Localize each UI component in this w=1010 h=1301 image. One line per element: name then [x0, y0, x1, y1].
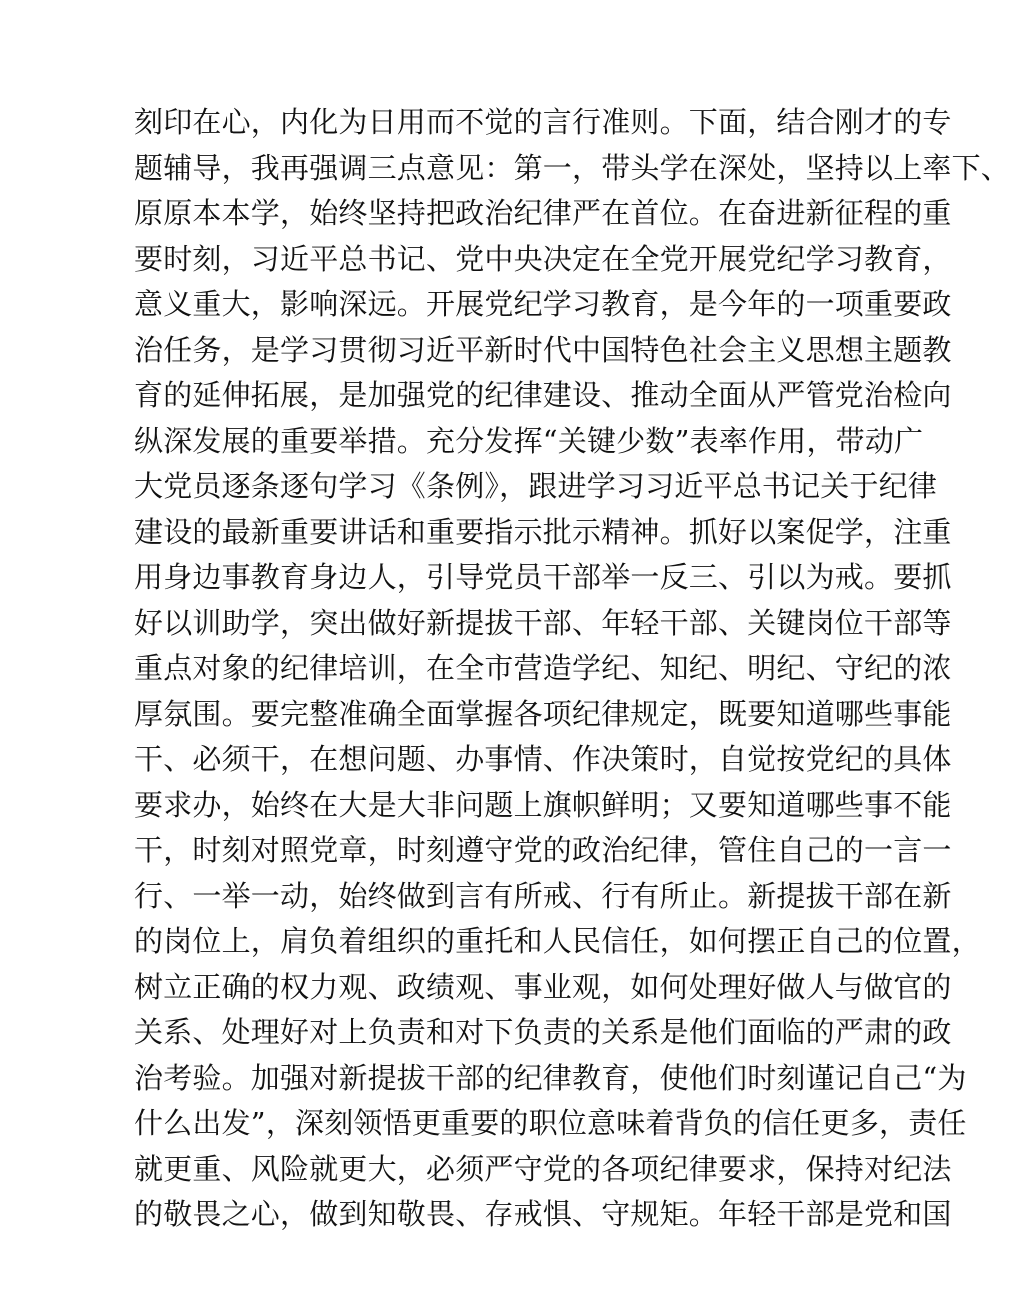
text-line: 干，时刻对照党章，时刻遵守党的政治纪律，管住自己的一言一 [134, 833, 952, 867]
text-line: 治考验。加强对新提拔干部的纪律教育，使他们时刻谨记自己“为 [134, 1060, 967, 1095]
text-line: 关系、处理好对上负责和对下负责的关系是他们面临的严肃的政 [134, 1015, 952, 1049]
text-line: 厚氛围。要完整准确全面掌握各项纪律规定，既要知道哪些事能 [134, 696, 952, 731]
text-line: 意义重大，影响深远。开展党纪学习教育，是今年的一项重要政 [134, 287, 952, 321]
text-line: 要求办，始终在大是大非问题上旗帜鲜明；又要知道哪些事不能 [134, 787, 952, 822]
body-paragraph [134, 100, 1010, 1238]
text-line: 大党员逐条逐句学习《条例》，跟进学习习近平总书记关于纪律 [134, 469, 938, 503]
text-line: 纵深发展的重要举措。充分发挥“关键少数”表率作用，带动广 [134, 423, 924, 458]
text-line: 刻印在心，内化为日用而不觉的言行准则。下面，结合刚才的专 [134, 105, 952, 139]
text-line: 建设的最新重要讲话和重要指示批示精神。抓好以案促学，注重 [134, 514, 952, 549]
text-line: 用身边事教育身边人，引导党员干部举一反三、引以为戒。要抓 [134, 560, 952, 594]
text-line: 树立正确的权力观、政绩观、事业观，如何处理好做人与做官的 [134, 969, 952, 1004]
text-line: 原原本本学，始终坚持把政治纪律严在首位。在奋进新征程的重 [134, 196, 952, 230]
text-line: 的敬畏之心，做到知敬畏、存戒惧、守规矩。年轻干部是党和国 [134, 1197, 952, 1231]
text-line: 要时刻，习近平总书记、党中央决定在全党开展党纪学习教育， [134, 241, 952, 276]
text-line: 什么出发”，深刻领悟更重要的职位意味着背负的信任更多，责任 [134, 1106, 967, 1140]
text-line: 好以训助学，突出做好新提拔干部、年轻干部、关键岗位干部等 [134, 605, 952, 640]
text-line: 干、必须干，在想问题、办事情、作决策时，自觉按党纪的具体 [134, 742, 952, 776]
text-line: 育的延伸拓展，是加强党的纪律建设、推动全面从严管党治检向 [134, 378, 952, 412]
text-line: 重点对象的纪律培训，在全市营造学纪、知纪、明纪、守纪的浓 [134, 651, 952, 685]
text-line: 的岗位上，肩负着组织的重托和人民信任，如何摆正自己的位置， [134, 924, 981, 958]
text-line: 治任务，是学习贯彻习近平新时代中国特色社会主义思想主题教 [134, 332, 952, 367]
text-line: 就更重、风险就更大，必须严守党的各项纪律要求，保持对纪法 [134, 1151, 952, 1186]
text-line: 行、一举一动，始终做到言有所戒、行有所止。新提拔干部在新 [134, 878, 952, 913]
text-line: 题辅导，我再强调三点意见：第一，带头学在深处，坚持以上率下、 [134, 150, 1010, 185]
